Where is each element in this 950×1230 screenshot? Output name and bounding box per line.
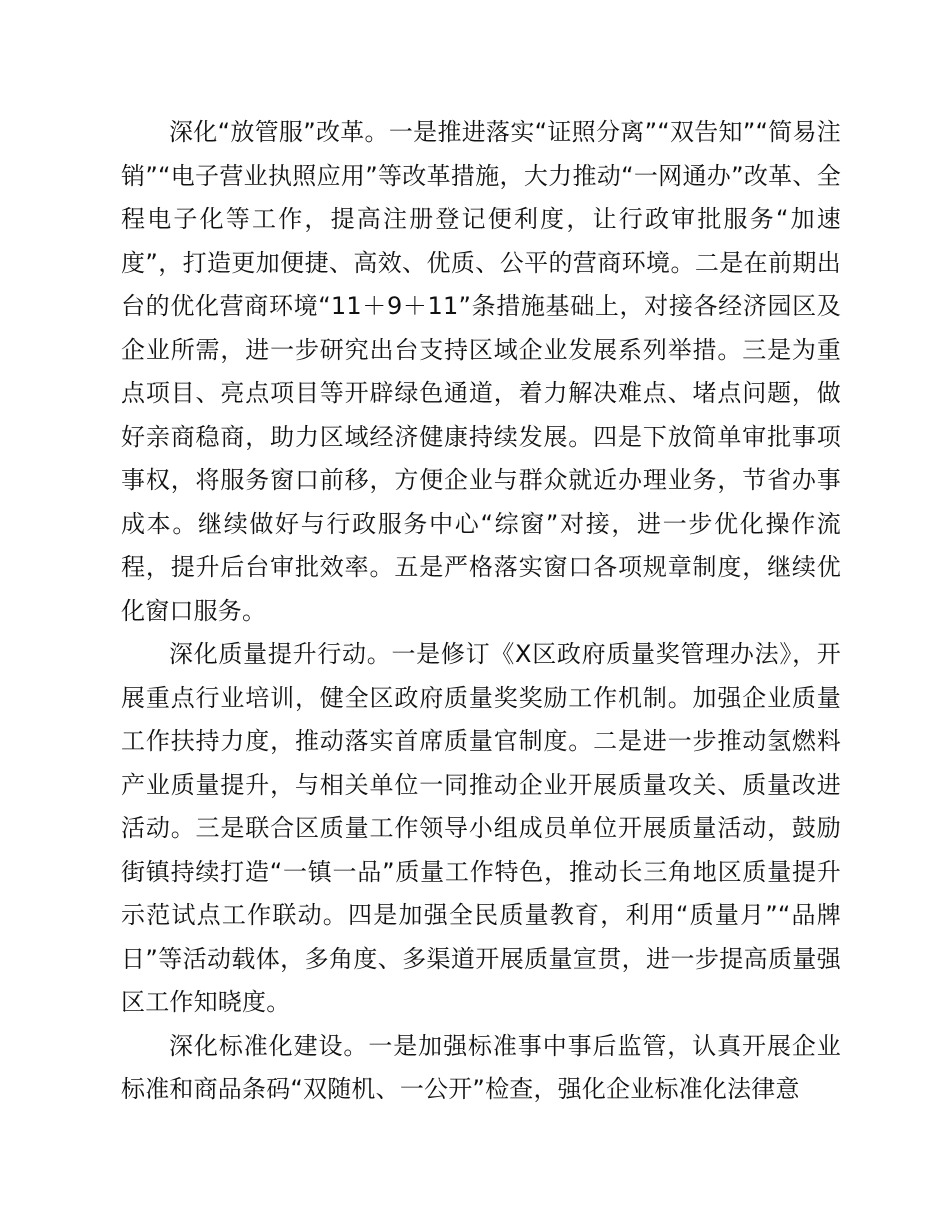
document-body [121, 111, 841, 1112]
paragraph-reform: 深化“放管服”改革。一是推进落实“证照分离”“双告知”“简易注销”“电子营业执照应用”等改革措施，大力推动“一网通办”改革、全程电子化等工作，提高注册登记便利度，让行政审批服务“加速度”，打造更加便捷、高效、优质、公平的营商环境。二是在前期出台的优化营商环境“11＋9＋11”条措施基础上，对接各经济园区及企业所需，进一步研究出台支持区域企业发展系列举措。三是为重点项目、亮点项目等开辟绿色通道，着力解决难点、堵点问题，做好亲商稳商，助力区域经济健康持续发展。四是下放简单审批事项事权，将服务窗口前移，方便企业与群众就近办理业务，节省办事成本。继续做好与行政服务中心“综窗”对接，进一步优化操作流程，提升后台审批效率。五是严格落实窗口各项规章制度，继续优化窗口服务。 [121, 118, 841, 625]
paragraph-standardization: 深化标准化建设。一是加强标准事中事后监管，认真开展企业标准和商品条码“双随机、一公开”检查，强化企业标准化法律意 [121, 1031, 841, 1103]
paragraph-quality: 深化质量提升行动。一是修订《X区政府质量奖管理办法》，开展重点行业培训，健全区政府质量奖奖励工作机制。加强企业质量工作扶持力度，推动落实首席质量官制度。二是进一步推动氢燃料产业质量提升，与相关单位一同推动企业开展质量攻关、质量改进活动。三是联合区质量工作领导小组成员单位开展质量活动，鼓励街镇持续打造“一镇一品”质量工作特色，推动长三角地区质量提升示范试点工作联动。四是加强全民质量教育，利用“质量月”“品牌日”等活动载体，多角度、多渠道开展质量宣贯，进一步提高质量强区工作知晓度。 [121, 640, 841, 1016]
